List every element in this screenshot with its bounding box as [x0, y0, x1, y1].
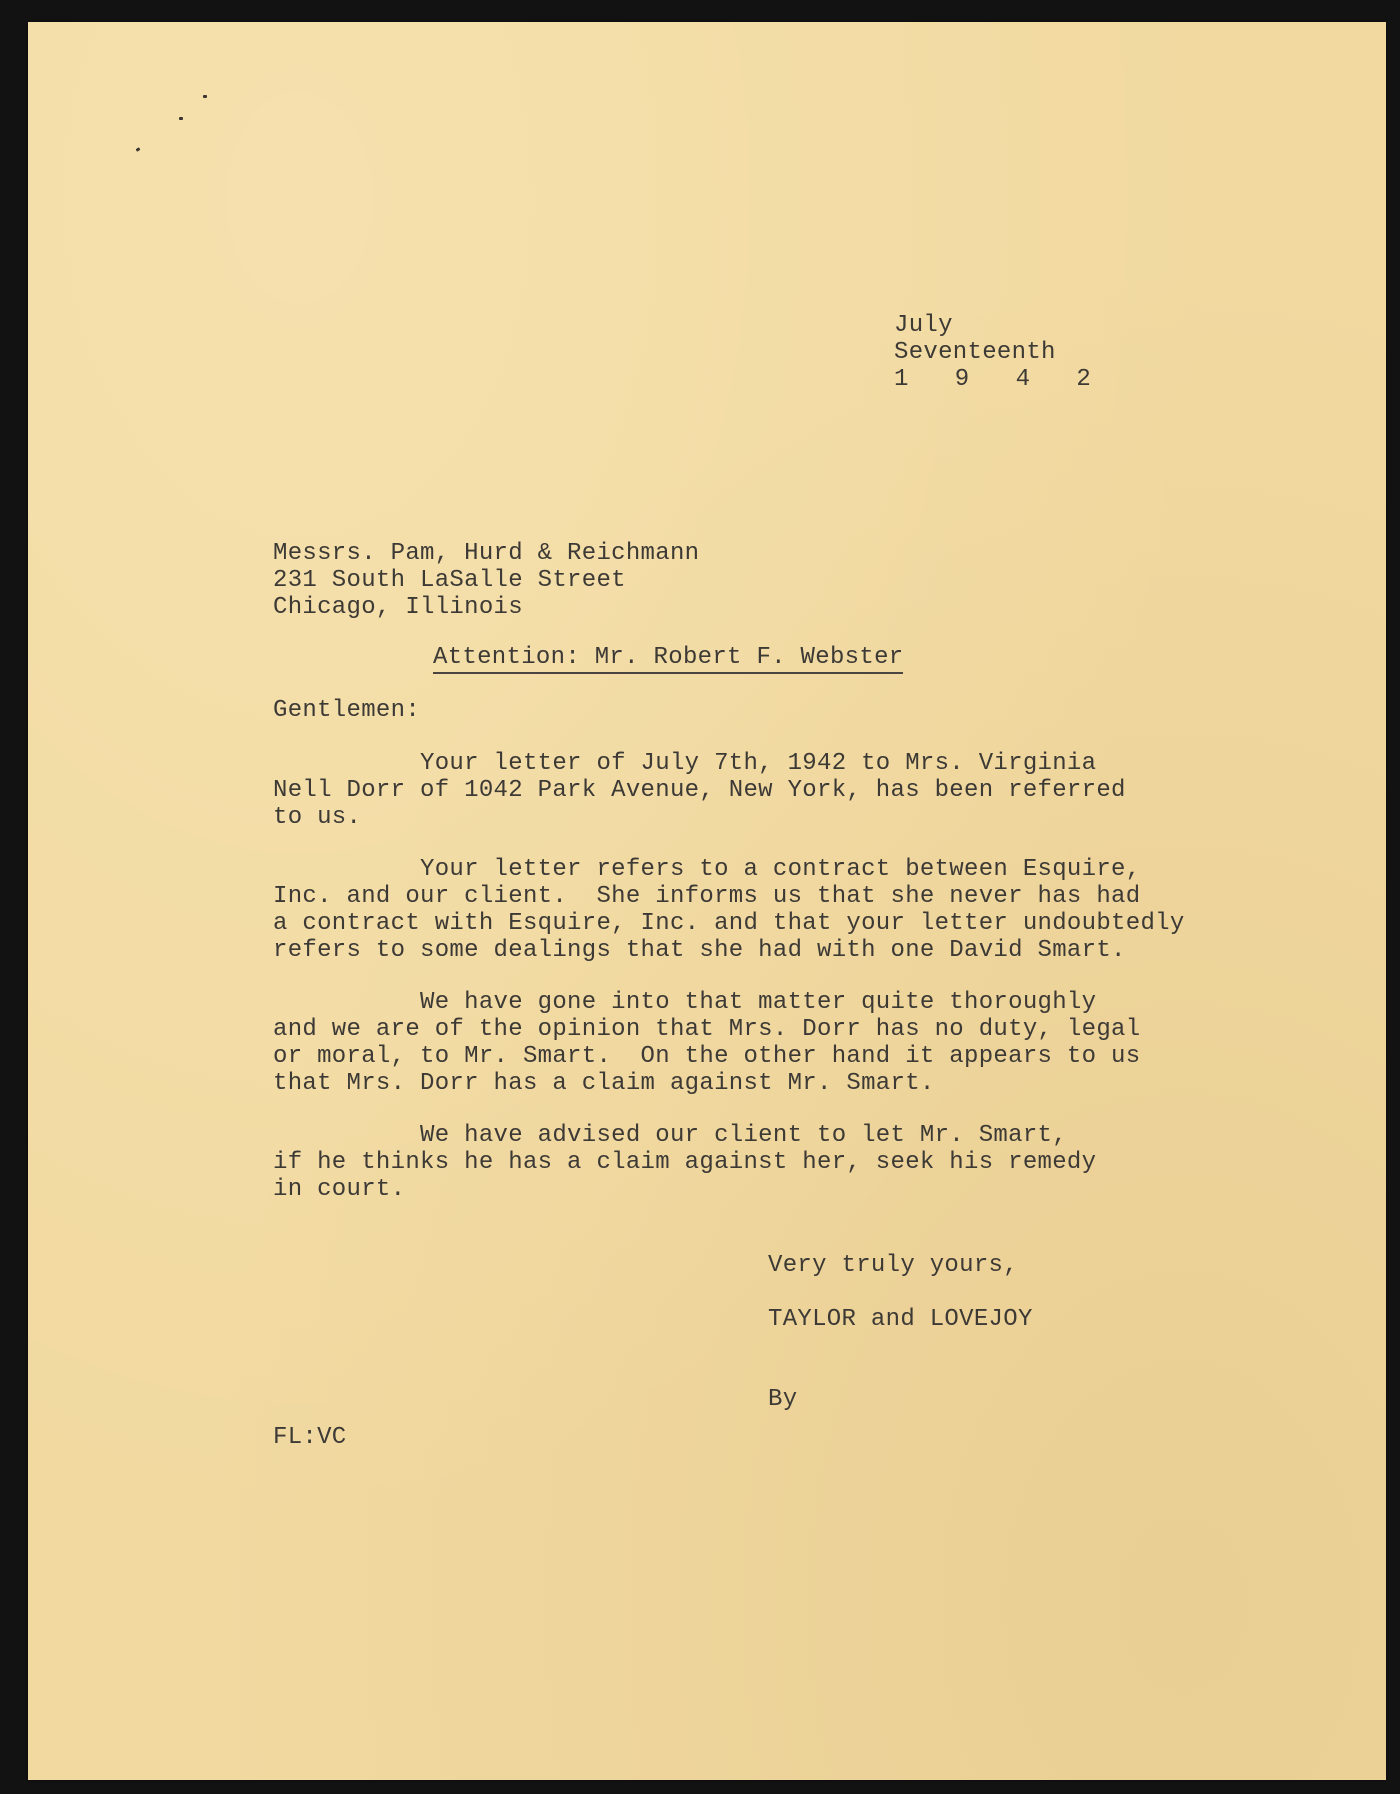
- paragraph-2-line-2: Inc. and our client. She informs us that she never has had: [273, 883, 1141, 910]
- recipient-name: Messrs. Pam, Hurd & Reichmann: [273, 540, 700, 567]
- recipient-street: 231 South LaSalle Street: [273, 567, 626, 594]
- date-day: Seventeenth: [894, 339, 1056, 366]
- paragraph-4-line-2: if he thinks he has a claim against her, seek his remedy: [273, 1149, 1097, 1176]
- paper-mark: [203, 95, 207, 98]
- signature-by: By: [768, 1386, 798, 1413]
- paragraph-2-line-4: refers to some dealings that she had with one David Smart.: [273, 937, 1126, 964]
- paragraph-3-line-3: or moral, to Mr. Smart. On the other hand it appears to us: [273, 1043, 1141, 1070]
- salutation: Gentlemen:: [273, 697, 421, 724]
- paragraph-3-line-1: We have gone into that matter quite thoroughly: [273, 989, 1097, 1016]
- paragraph-1-line-1: Your letter of July 7th, 1942 to Mrs. Virginia: [273, 750, 1097, 777]
- paragraph-3-line-2: and we are of the opinion that Mrs. Dorr has no duty, legal: [273, 1016, 1141, 1043]
- date-year: 1 9 4 2: [894, 366, 1107, 393]
- paragraph-1-line-3: to us.: [273, 804, 362, 831]
- firm-name: TAYLOR and LOVEJOY: [768, 1306, 1033, 1333]
- paper-mark: [179, 117, 183, 120]
- recipient-city: Chicago, Illinois: [273, 594, 523, 621]
- paper-mark: [136, 147, 141, 152]
- date-month: July: [894, 312, 953, 339]
- reference-initials: FL:VC: [273, 1424, 347, 1451]
- paragraph-1-line-2: Nell Dorr of 1042 Park Avenue, New York, has been referred: [273, 777, 1126, 804]
- paragraph-4-line-3: in court.: [273, 1176, 406, 1203]
- letter-page: [28, 22, 1386, 1780]
- attention-line: Attention: Mr. Robert F. Webster: [433, 644, 903, 674]
- paragraph-4-line-1: We have advised our client to let Mr. Smart,: [273, 1122, 1067, 1149]
- paragraph-2-line-1: Your letter refers to a contract between Esquire,: [273, 856, 1141, 883]
- paragraph-3-line-4: that Mrs. Dorr has a claim against Mr. Smart.: [273, 1070, 935, 1097]
- valediction: Very truly yours,: [768, 1252, 1018, 1279]
- paragraph-2-line-3: a contract with Esquire, Inc. and that your letter undoubtedly: [273, 910, 1185, 937]
